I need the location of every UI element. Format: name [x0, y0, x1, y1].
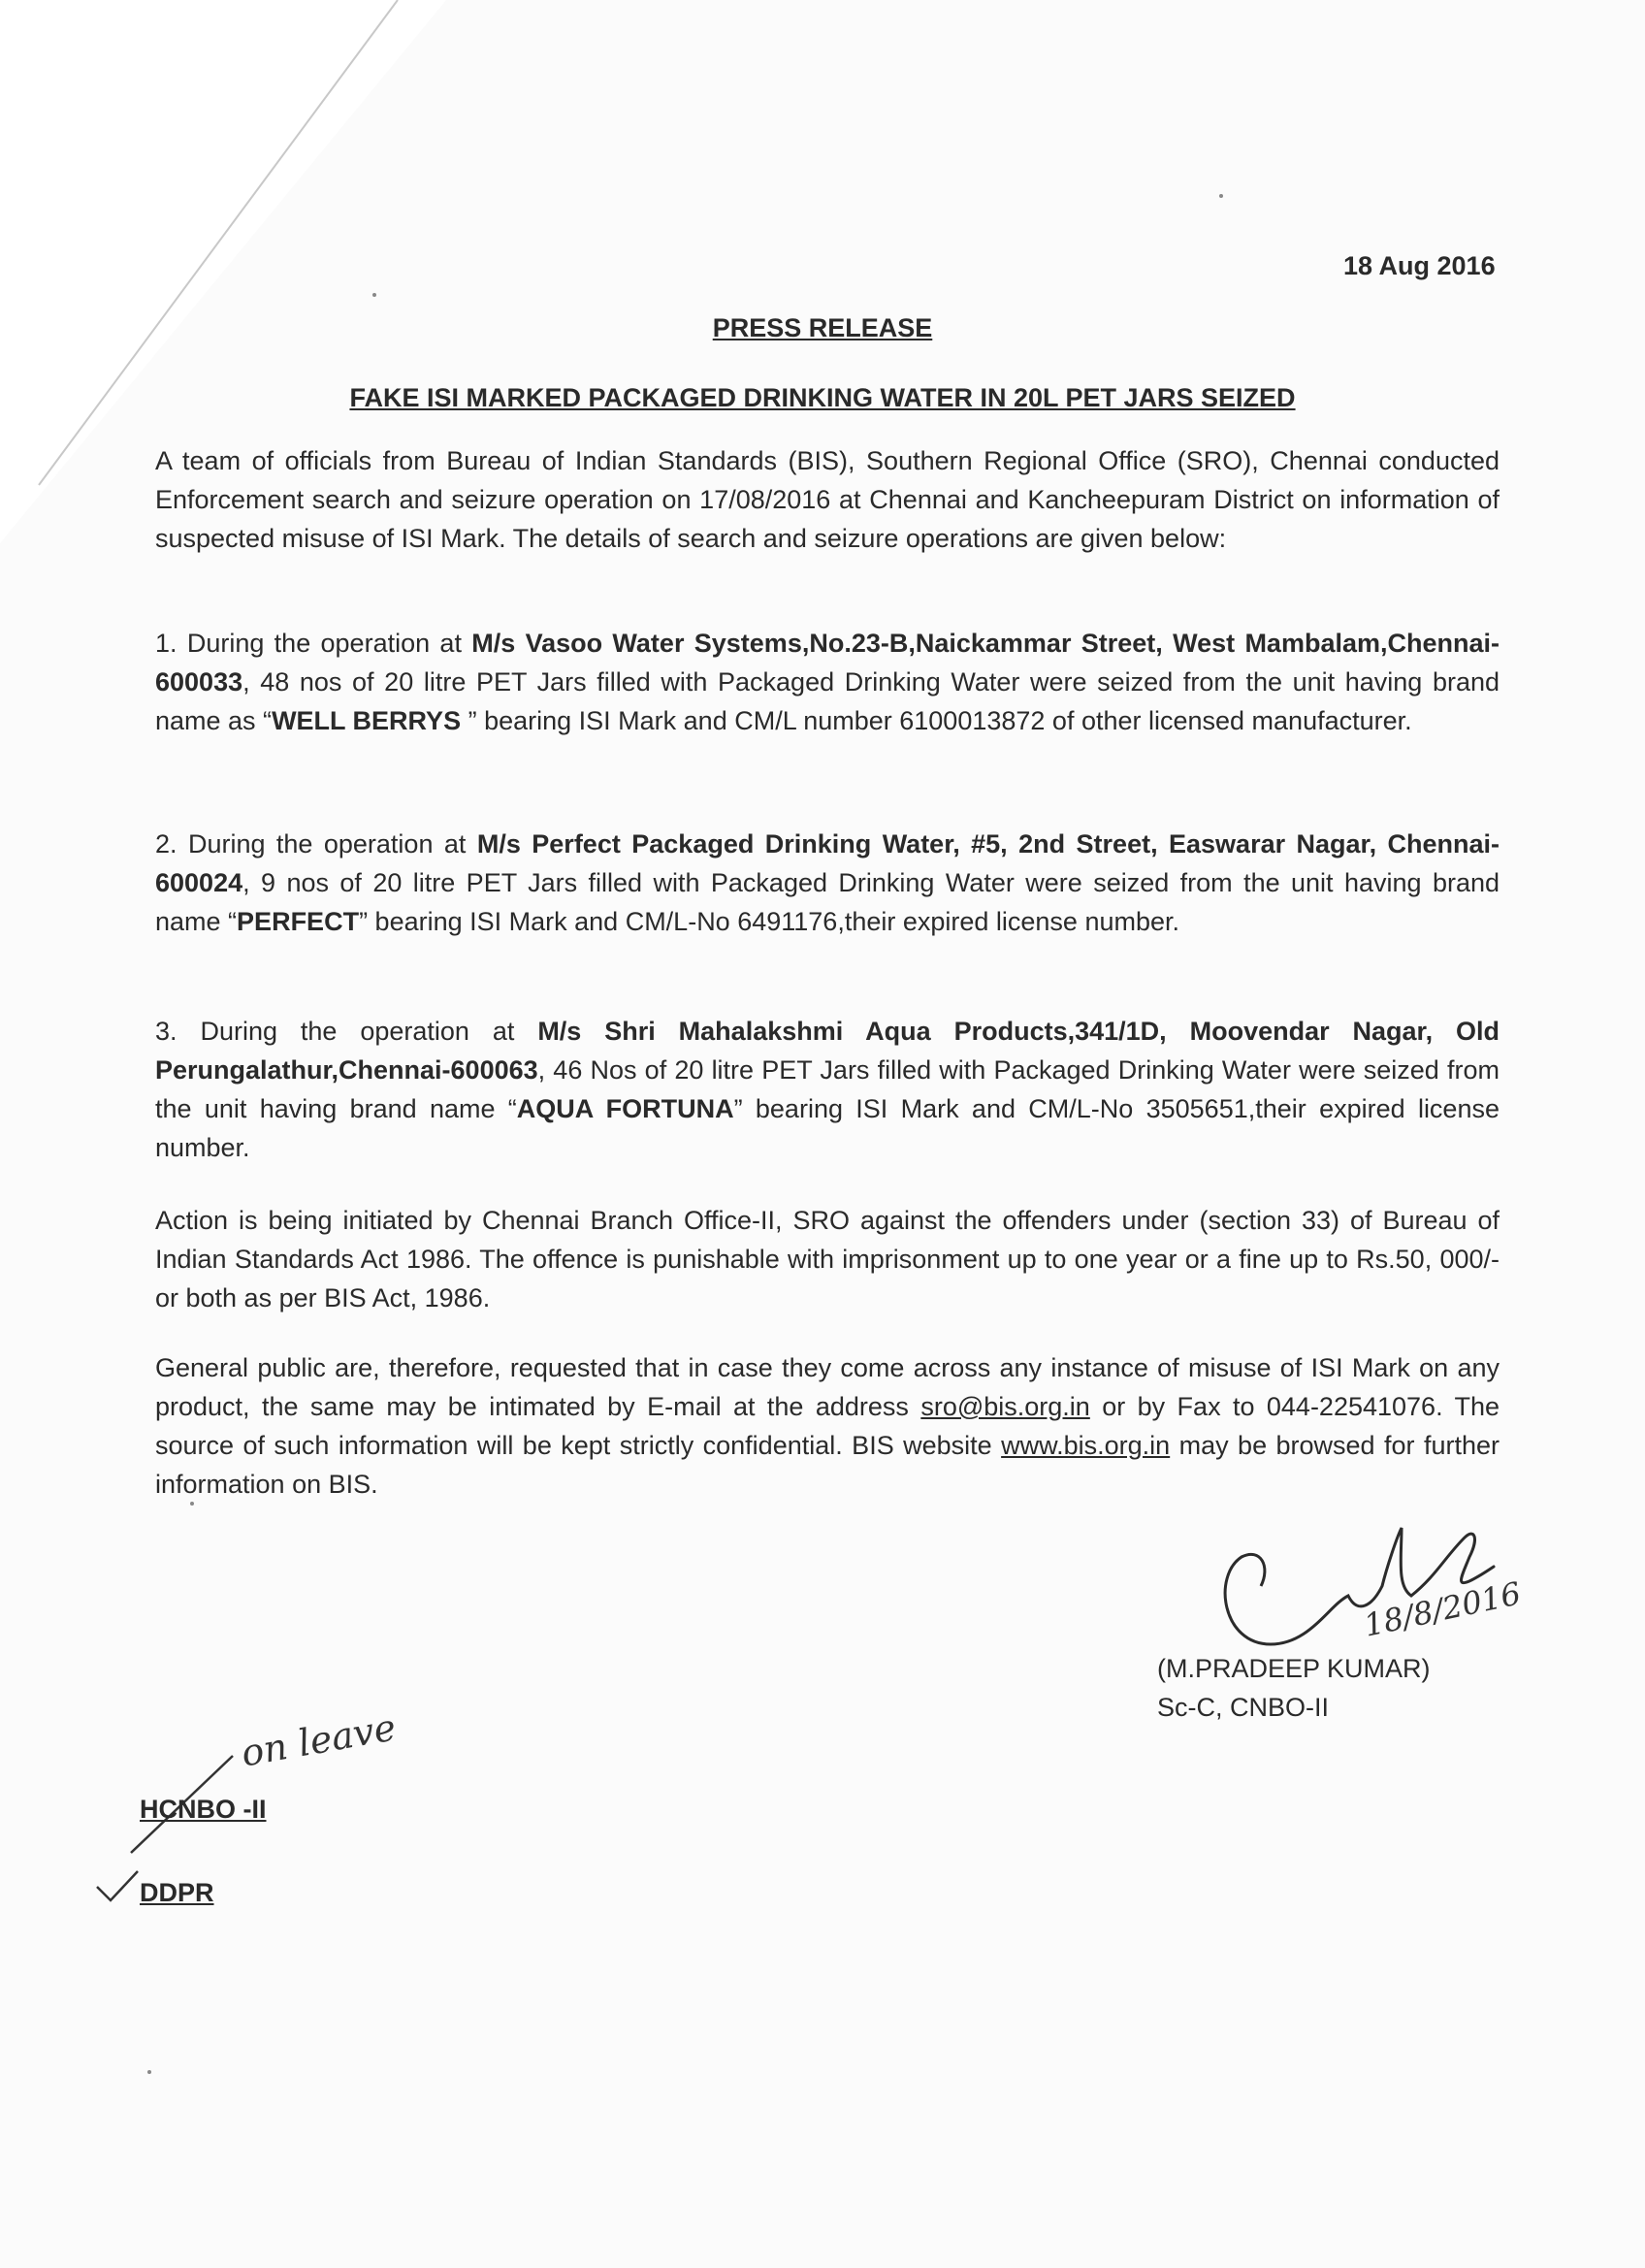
action-paragraph: Action is being initiated by Chennai Branch Office-II, SRO against the offenders under (section 33) of Bureau of Indian Standards Act 1986. The offence is punishable with imprisonment up to one year or a fine up to Rs.50, 000/- or both as per BIS Act, 1986.: [155, 1206, 1500, 1312]
website-link[interactable]: www.bis.org.in: [1001, 1431, 1171, 1460]
seizure-item-1: 1. During the operation at M/s Vasoo Water Systems,No.23-B,Naickammar Street, West Mambalam,Chennai-600033, 48 nos of 20 litre PET Jars filled with Packaged Drinking Water were seized from the unit having brand name as “WELL BERRYS ” bearing ISI Mark and CM/L number 6100013872 of other licensed manufacturer.: [155, 629, 1500, 735]
email-link[interactable]: sro@bis.org.in: [920, 1392, 1090, 1421]
seizure-item-2: 2. During the operation at M/s Perfect Packaged Drinking Water, #5, 2nd Street, Easwarar Nagar, Chennai-600024, 9 nos of 20 litre PET Jars filled with Packaged Drinking Water were seized from the unit having brand name “PERFECT” bearing ISI Mark and CM/L-No 6491176,their expired license number.: [155, 829, 1500, 936]
release-date: 18 Aug 2016: [1343, 251, 1496, 280]
public-paragraph: General public are, therefore, requested that in case they come across any instance of misuse of ISI Mark on any product, the same may be intimated by E-mail at the address sro@bis.org.in or by Fax to 044-22541076. The source of such information will be kept strictly confidential. BIS website www.bis.org.in may be browsed for further information on BIS.: [155, 1353, 1500, 1499]
routing-ddpr: DDPR: [140, 1878, 214, 1907]
signatory-designation: Sc-C, CNBO-II: [1157, 1693, 1330, 1722]
signatory-name: (M.PRADEEP KUMAR): [1157, 1654, 1431, 1683]
scan-speck: [147, 2070, 151, 2074]
scan-speck: [190, 1502, 194, 1506]
seizure-item-3: 3. During the operation at M/s Shri Mahalakshmi Aqua Products,341/1D, Moovendar Nagar, Old Perungalathur,Chennai-600063, 46 Nos of 20 litre PET Jars filled with Packaged Drinking Water were seized from the unit having brand name “AQUA FORTUNA” bearing ISI Mark and CM/L-No 3505651,their expired license number.: [155, 1017, 1500, 1162]
page-title: PRESS RELEASE: [712, 313, 933, 342]
routing-hcnbo: HCNBO -II: [140, 1795, 267, 1824]
scan-speck: [1219, 194, 1223, 198]
intro-paragraph: A team of officials from Bureau of Indian Standards (BIS), Southern Regional Office (SRO), Chennai conducted Enforcement search and seizure operation on 17/08/2016 at Chennai and Kancheepuram District on information of suspected misuse of ISI Mark. The details of search and seizure operations are given below:: [155, 446, 1500, 553]
scan-speck: [372, 293, 376, 297]
check-mark-icon: [93, 1867, 142, 1906]
signatory-block: [1157, 1649, 1431, 1727]
routing-note: on leave: [238, 1705, 400, 1775]
signature-date: 18/8/2016: [1360, 1574, 1525, 1644]
page-subtitle: FAKE ISI MARKED PACKAGED DRINKING WATER IN 20L PET JARS SEIZED: [349, 383, 1296, 412]
